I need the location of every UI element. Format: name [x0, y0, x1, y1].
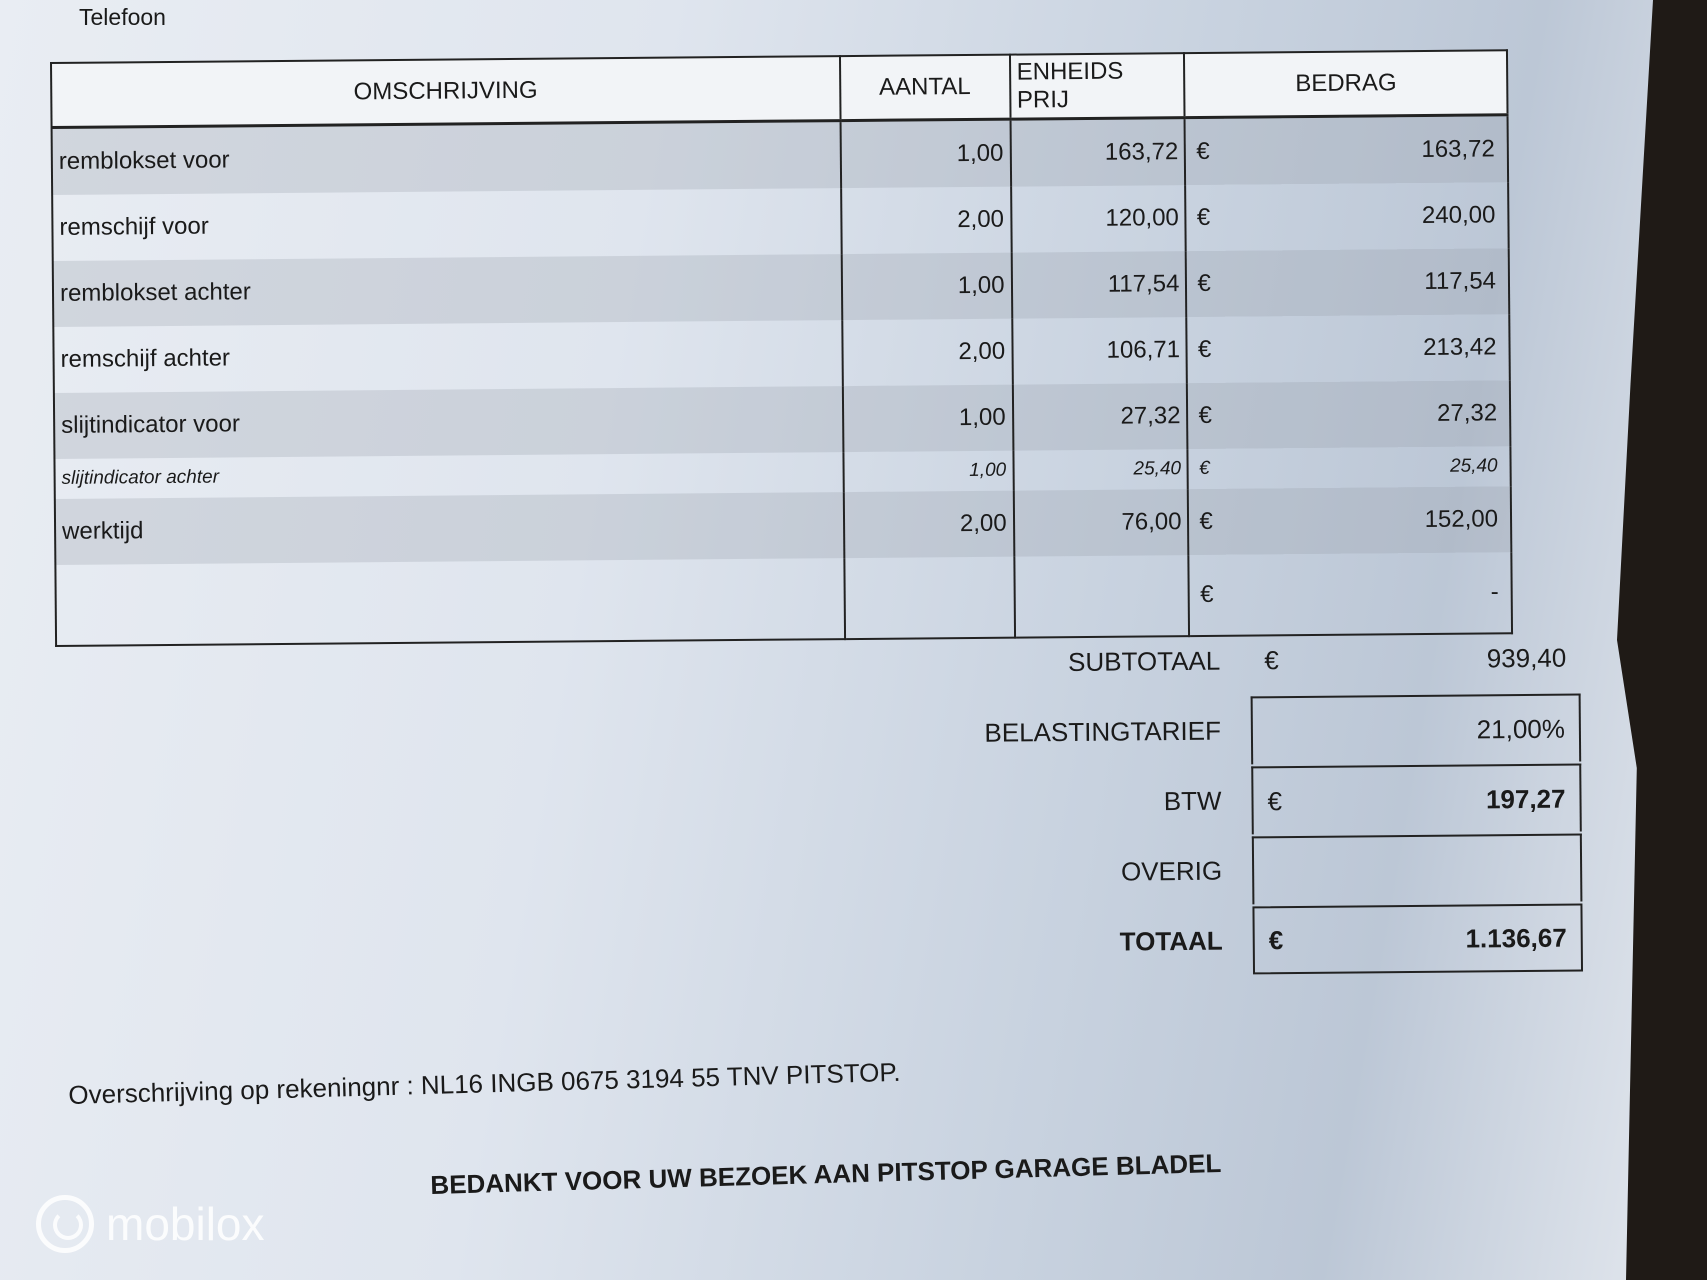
row-description: remschijf achter — [53, 320, 842, 393]
vat-box — [1251, 763, 1582, 834]
table-row — [52, 182, 1509, 261]
row-amount: 27,32 — [1436, 399, 1498, 427]
subtotal-label: SUBTOTAAL — [1067, 645, 1221, 677]
total-label: TOTAAL — [1119, 925, 1223, 957]
row-amount: 163,72 — [1421, 135, 1495, 164]
row-amount-cell — [1188, 486, 1511, 555]
row-description: slijtindicator achter — [54, 452, 843, 499]
row-quantity: 2,00 — [842, 319, 1012, 386]
bank-transfer-line: Overschrijving op rekeningnr : NL16 INGB 0675 3194 55 TNV PITSTOP. — [68, 1056, 901, 1110]
row-currency: € — [1197, 269, 1211, 297]
total-currency: € — [1268, 924, 1284, 955]
row-currency: € — [1196, 137, 1210, 165]
row-unit-price: 25,40 — [1013, 449, 1188, 491]
row-amount-cell — [1185, 115, 1508, 185]
vat-label: BTW — [1163, 785, 1222, 816]
vat-row — [951, 762, 1582, 837]
row-amount: 240,00 — [1421, 201, 1496, 230]
row-amount-cell — [1188, 446, 1511, 489]
column-header-quantity: AANTAL — [840, 55, 1010, 121]
row-currency: € — [1197, 335, 1212, 363]
table-row — [54, 380, 1511, 459]
row-currency: € — [1200, 580, 1214, 608]
watermark — [36, 1195, 265, 1253]
row-unit-price: 163,72 — [1010, 118, 1185, 187]
total-row — [952, 902, 1583, 977]
row-unit-price: 120,00 — [1011, 185, 1186, 253]
total-value: 1.136,67 — [1465, 922, 1567, 954]
row-currency: € — [1196, 203, 1211, 231]
tax-rate-box — [1251, 693, 1582, 764]
column-header-description: OMSCHRIJVING — [51, 56, 840, 127]
row-currency: € — [1198, 457, 1210, 479]
row-description: remblokset voor — [52, 121, 841, 195]
mobilox-logo-icon — [36, 1195, 94, 1253]
table-row — [52, 115, 1509, 195]
row-description: remschijf voor — [52, 188, 841, 261]
invoice-items-table — [50, 49, 1513, 647]
subtotal-value: 939,40 — [1486, 642, 1567, 673]
table-row — [53, 248, 1510, 327]
row-quantity: 1,00 — [840, 119, 1010, 188]
row-amount-cell — [1186, 248, 1509, 317]
row-description — [55, 558, 844, 646]
row-amount: 213,42 — [1423, 333, 1497, 362]
row-quantity: 1,00 — [841, 253, 1011, 320]
row-quantity: 1,00 — [843, 451, 1013, 492]
other-box — [1252, 833, 1583, 904]
row-amount: 152,00 — [1424, 505, 1499, 534]
total-box — [1252, 903, 1583, 974]
row-quantity: 1,00 — [843, 385, 1013, 452]
subtotal-row — [950, 623, 1581, 698]
subtotal-box — [1250, 624, 1581, 695]
row-quantity: 2,00 — [843, 491, 1013, 558]
tax-rate-label: BELASTINGTARIEF — [984, 715, 1222, 748]
table-row — [55, 486, 1512, 565]
vat-value: 197,27 — [1485, 783, 1566, 814]
totals-section — [950, 623, 1583, 978]
row-quantity: 2,00 — [841, 187, 1011, 254]
row-unit-price: 27,32 — [1012, 383, 1187, 451]
row-unit-price: 106,71 — [1012, 317, 1187, 385]
row-description: remblokset achter — [53, 254, 842, 327]
other-row — [952, 832, 1583, 907]
row-description: werktijd — [55, 492, 844, 565]
tax-rate-row — [951, 692, 1582, 767]
thank-you-line: BEDANKT VOOR UW BEZOEK AAN PITSTOP GARAGE BLADEL — [430, 1147, 1222, 1200]
background-edge — [1617, 0, 1707, 1280]
row-unit-price: 76,00 — [1013, 489, 1188, 557]
row-amount: 25,40 — [1449, 455, 1498, 477]
row-description: slijtindicator voor — [54, 386, 843, 459]
row-amount-cell — [1186, 182, 1509, 251]
phone-label: Telefoon — [79, 4, 166, 30]
row-currency: € — [1199, 507, 1213, 535]
watermark-text: mobilox — [106, 1198, 265, 1250]
row-currency: € — [1198, 401, 1213, 429]
column-header-unit-price: ENHEIDS PRIJ — [1010, 53, 1185, 119]
tax-rate-value: 21,00% — [1476, 713, 1566, 744]
subtotal-currency: € — [1264, 644, 1279, 675]
row-amount: - — [1490, 578, 1499, 606]
column-header-amount: BEDRAG — [1184, 50, 1507, 117]
row-amount-cell — [1187, 314, 1510, 383]
row-amount: 117,54 — [1424, 267, 1497, 296]
row-unit-price: 117,54 — [1011, 251, 1186, 319]
vat-currency: € — [1267, 785, 1283, 816]
other-label: OVERIG — [1120, 855, 1223, 887]
row-amount-cell — [1187, 380, 1510, 449]
